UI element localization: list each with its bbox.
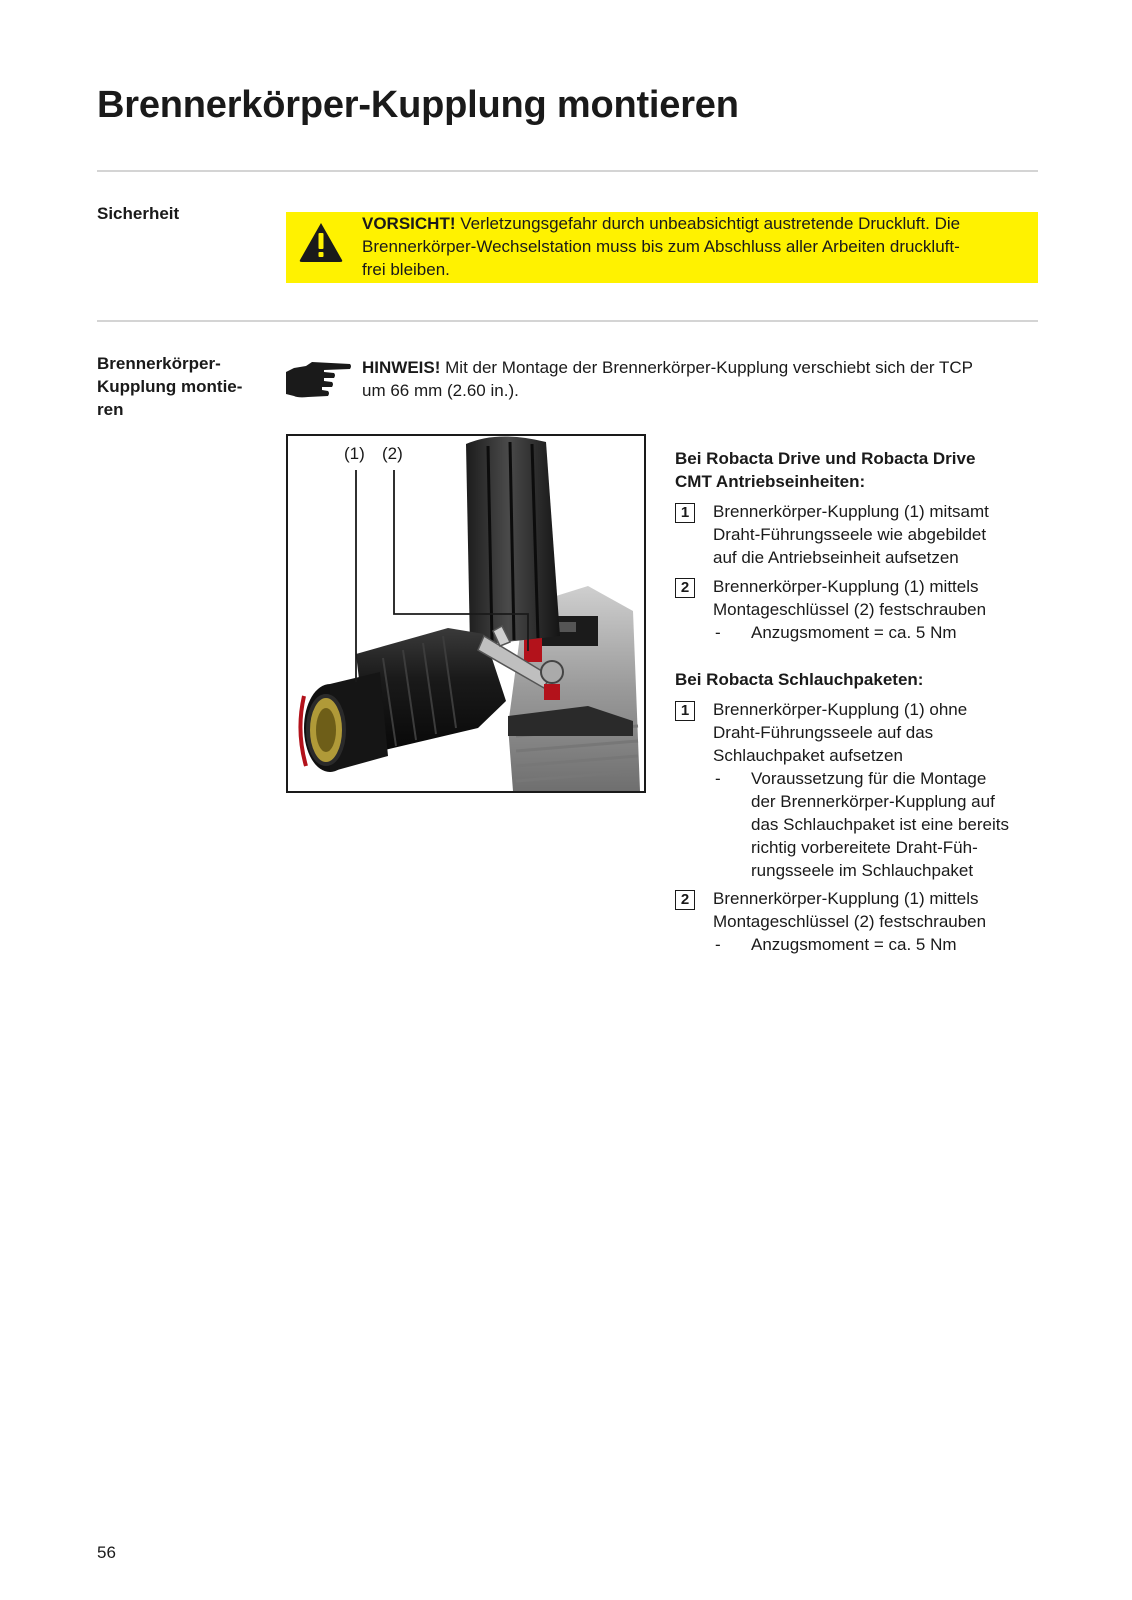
pointing-hand-icon — [284, 360, 352, 400]
step-text: Brennerkörper-Kupplung (1) mitsamt Draht-Führungsseele wie abgebildet auf die Antriebseinheit aufsetzen — [713, 502, 989, 567]
coupling-photo — [286, 434, 646, 793]
tcp-note-text: HINWEIS! Mit der Montage der Brennerkörper-Kupplung verschiebt sich der TCP um 66 mm (2.60 in.). — [362, 358, 974, 400]
torque-value: Anzugsmoment = ca. 5 Nm — [751, 623, 957, 642]
prerequisite-text: Voraussetzung für die Montage der Brennerkörper-Kupplung auf das Schlauchpaket ist eine bereits richtig vorbereitete Draht-Füh- rungsseele im Schlauchpaket — [751, 769, 1009, 880]
callout-2: (2) — [382, 444, 403, 463]
bullet-dash: - — [715, 935, 721, 954]
note-keyword: HINWEIS! — [362, 358, 441, 377]
hosepack-heading: Bei Robacta Schlauchpaketen: — [675, 670, 924, 689]
step-text: Brennerkörper-Kupplung (1) mittels Montageschlüssel (2) festschrauben — [713, 889, 987, 931]
step-number: 1 — [675, 503, 695, 523]
step-text: Brennerkörper-Kupplung (1) mittels Montageschlüssel (2) festschrauben — [713, 577, 987, 619]
safety-label: Sicherheit — [97, 204, 180, 223]
section-divider — [97, 170, 1038, 172]
bullet-dash: - — [715, 769, 721, 788]
warning-triangle-icon — [298, 221, 344, 263]
page-number: 56 — [97, 1543, 116, 1562]
mounting-label: Brennerkörper- Kupplung montie- ren — [97, 354, 243, 419]
warning-keyword: VORSICHT! — [362, 214, 456, 233]
step-number: 2 — [675, 578, 695, 598]
torque-value: Anzugsmoment = ca. 5 Nm — [751, 935, 957, 954]
step-number: 2 — [675, 890, 695, 910]
bullet-dash: - — [715, 623, 721, 642]
drive-units-heading: Bei Robacta Drive und Robacta Drive CMT Antriebseinheiten: — [675, 449, 976, 491]
callout-1: (1) — [344, 444, 365, 463]
step-text: Brennerkörper-Kupplung (1) ohne Draht-Führungsseele auf das Schlauchpaket aufsetzen — [713, 700, 968, 765]
safety-warning-box — [286, 212, 1038, 283]
safety-warning-text: VORSICHT! Verletzungsgefahr durch unbeabsichtigt austretende Druckluft. Die Brennerkörper-Wechselstation muss bis zum Abschluss aller Arbeiten druckluft- frei bleiben. — [362, 214, 961, 279]
section-divider — [97, 320, 1038, 322]
page-title: Brennerkörper-Kupplung montieren — [97, 84, 739, 126]
coupling-illustration — [288, 436, 644, 791]
step-number: 1 — [675, 701, 695, 721]
